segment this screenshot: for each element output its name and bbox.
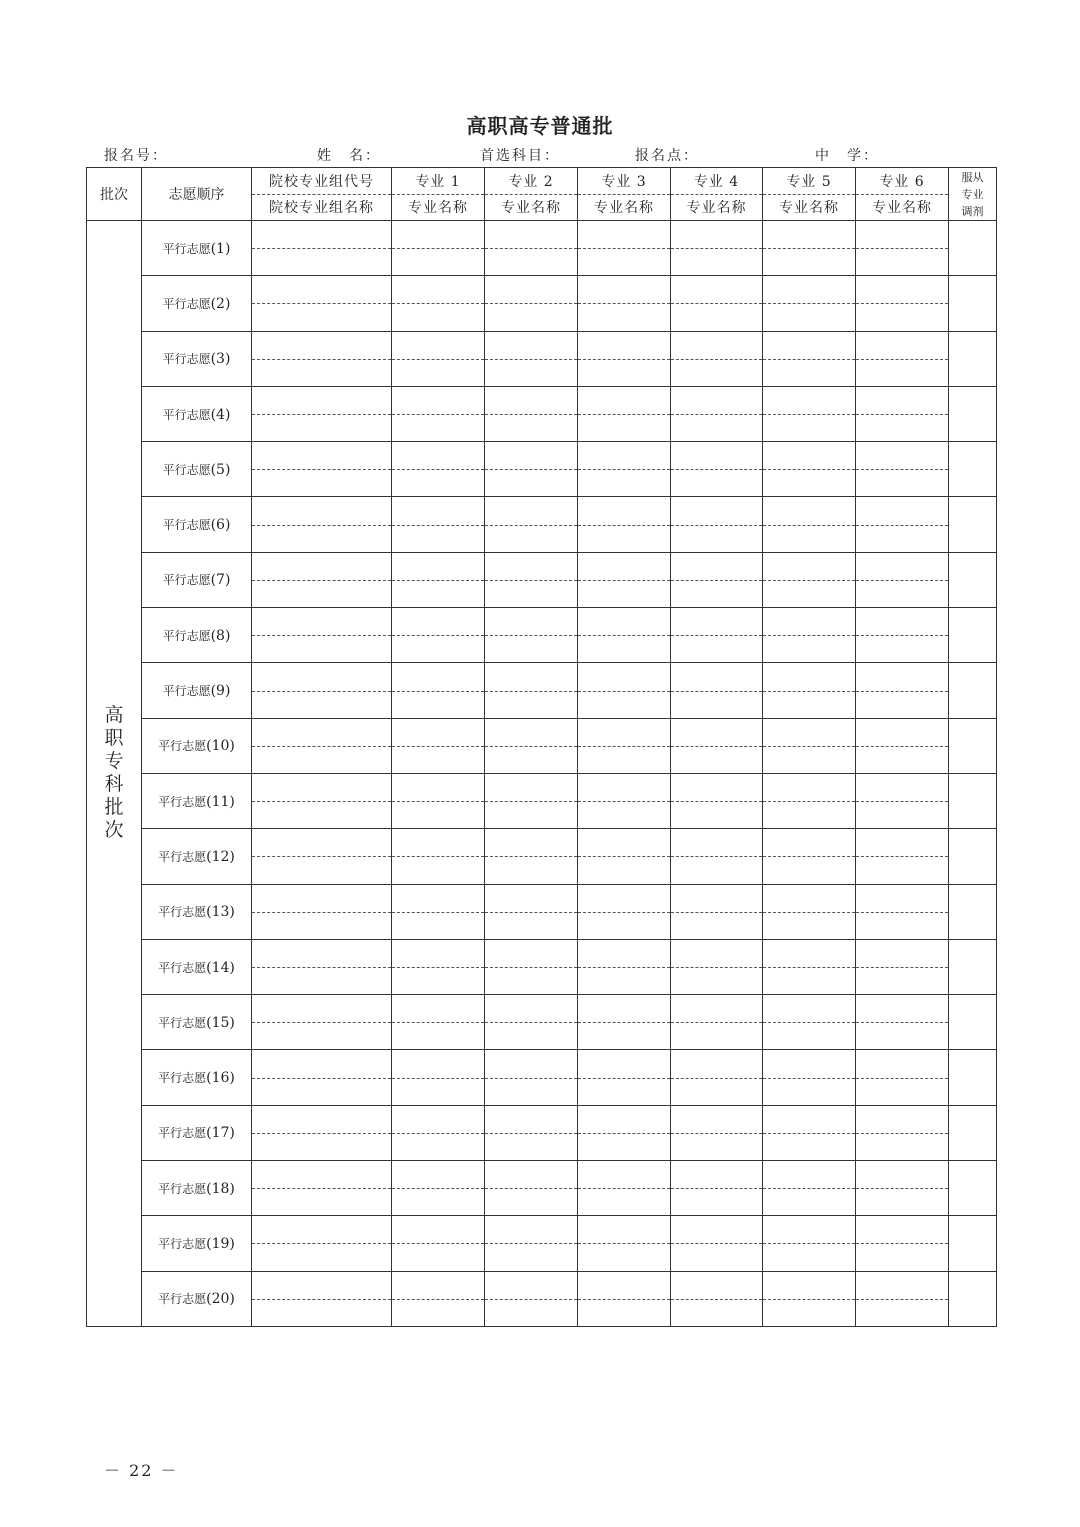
order-cell <box>142 1271 252 1326</box>
order-number: (5) <box>210 461 231 478</box>
major-4-cell[interactable] <box>671 939 763 994</box>
group-entry-cell[interactable] <box>252 773 392 828</box>
major-5-cell[interactable] <box>763 386 856 441</box>
group-entry-cell[interactable] <box>252 386 392 441</box>
adjust-cell[interactable] <box>949 773 997 828</box>
table-row <box>87 663 997 718</box>
table-row <box>87 829 997 884</box>
major-1-cell[interactable] <box>392 663 485 718</box>
major-1-cell[interactable] <box>392 718 485 773</box>
major-3-cell[interactable] <box>578 442 671 497</box>
table-row <box>87 331 997 386</box>
major-4-cell[interactable] <box>671 718 763 773</box>
major-3-cell[interactable] <box>578 995 671 1050</box>
major-2-cell[interactable] <box>485 1216 578 1271</box>
table-row <box>87 497 997 552</box>
batch-label-char: 职 <box>104 727 124 750</box>
order-label: 平行志愿 <box>162 241 211 256</box>
order-number: (20) <box>206 1291 235 1308</box>
major-3-header <box>578 168 671 221</box>
order-cell <box>142 552 252 607</box>
major-5-cell[interactable] <box>763 1050 856 1105</box>
major-5-cell[interactable] <box>763 718 856 773</box>
major-2-cell[interactable] <box>485 386 578 441</box>
major-3-cell[interactable] <box>578 663 671 718</box>
major-2-cell[interactable] <box>485 663 578 718</box>
major-2-cell[interactable] <box>485 718 578 773</box>
major-4-cell[interactable] <box>671 1105 763 1160</box>
major-3-cell[interactable] <box>578 221 671 276</box>
adjust-cell[interactable] <box>949 386 997 441</box>
order-header: 志愿顺序 <box>142 168 252 221</box>
order-label: 平行志愿 <box>158 1236 207 1251</box>
adjust-cell[interactable] <box>949 552 997 607</box>
major-4-cell[interactable] <box>671 386 763 441</box>
major-1-cell[interactable] <box>392 884 485 939</box>
major-5-cell[interactable] <box>763 773 856 828</box>
major-1-cell[interactable] <box>392 608 485 663</box>
group-entry-cell[interactable] <box>252 608 392 663</box>
order-label: 平行志愿 <box>162 407 211 422</box>
adjust-cell[interactable] <box>949 276 997 331</box>
table-row <box>87 386 997 441</box>
major-2-cell[interactable] <box>485 1050 578 1105</box>
major-3-cell[interactable] <box>578 773 671 828</box>
major-2-cell[interactable] <box>485 221 578 276</box>
table-row <box>87 773 997 828</box>
adjust-cell[interactable] <box>949 995 997 1050</box>
table-row <box>87 221 997 276</box>
major-6-cell[interactable] <box>856 718 949 773</box>
major-2-cell[interactable] <box>485 1161 578 1216</box>
major-6-cell[interactable] <box>856 995 949 1050</box>
major-6-cell[interactable] <box>856 1161 949 1216</box>
adjust-cell[interactable] <box>949 442 997 497</box>
table-row <box>87 1105 997 1160</box>
major-6-cell[interactable] <box>856 221 949 276</box>
major-4-cell[interactable] <box>671 442 763 497</box>
group-entry-cell[interactable] <box>252 829 392 884</box>
group-entry-cell[interactable] <box>252 497 392 552</box>
major-1-cell[interactable] <box>392 939 485 994</box>
major-6-cell[interactable] <box>856 1216 949 1271</box>
group-entry-cell[interactable] <box>252 442 392 497</box>
order-cell <box>142 829 252 884</box>
batch-label-cell <box>87 221 142 1327</box>
major-4-cell[interactable] <box>671 497 763 552</box>
major-6-label: 专业 6 <box>856 168 948 195</box>
order-label: 平行志愿 <box>158 960 207 975</box>
major-3-cell[interactable] <box>578 884 671 939</box>
major-1-cell[interactable] <box>392 386 485 441</box>
page-number: － 22 － <box>104 1461 179 1480</box>
major-2-cell[interactable] <box>485 773 578 828</box>
major-2-cell[interactable] <box>485 884 578 939</box>
major-5-cell[interactable] <box>763 939 856 994</box>
major-5-cell[interactable] <box>763 1105 856 1160</box>
major-5-label: 专业 5 <box>763 168 855 195</box>
major-3-cell[interactable] <box>578 829 671 884</box>
group-entry-cell[interactable] <box>252 552 392 607</box>
batch-label-char: 专 <box>104 750 124 773</box>
major-5-cell[interactable] <box>763 1161 856 1216</box>
application-form-table <box>86 167 997 1327</box>
major-2-cell[interactable] <box>485 552 578 607</box>
major-5-cell[interactable] <box>763 1271 856 1326</box>
major-1-header <box>392 168 485 221</box>
batch-label-char: 批 <box>104 796 124 819</box>
major-1-cell[interactable] <box>392 1105 485 1160</box>
major-1-cell[interactable] <box>392 331 485 386</box>
order-cell <box>142 386 252 441</box>
order-label: 平行志愿 <box>158 1015 207 1030</box>
table-row <box>87 995 997 1050</box>
major-5-cell[interactable] <box>763 884 856 939</box>
reg-no-field[interactable]: 报名号： <box>104 148 168 164</box>
group-name-header: 院校专业组名称 <box>269 200 374 217</box>
table-row <box>87 608 997 663</box>
order-cell <box>142 884 252 939</box>
order-number: (18) <box>206 1180 235 1197</box>
major-4-cell[interactable] <box>671 1161 763 1216</box>
adjust-cell[interactable] <box>949 718 997 773</box>
table-row <box>87 276 997 331</box>
major-3-label: 专业 3 <box>578 168 670 195</box>
order-label: 平行志愿 <box>162 684 211 699</box>
adjust-cell[interactable] <box>949 221 997 276</box>
order-label: 平行志愿 <box>158 905 207 920</box>
major-6-cell[interactable] <box>856 773 949 828</box>
major-5-cell[interactable] <box>763 331 856 386</box>
adjust-cell[interactable] <box>949 1161 997 1216</box>
group-entry-cell[interactable] <box>252 1050 392 1105</box>
group-entry-cell[interactable] <box>252 1271 392 1326</box>
major-4-cell[interactable] <box>671 552 763 607</box>
order-number: (8) <box>210 627 231 644</box>
first-subject-field[interactable]: 首选科目： <box>480 148 560 164</box>
order-label: 平行志愿 <box>158 739 207 754</box>
major-6-cell[interactable] <box>856 608 949 663</box>
batch-label-char: 科 <box>104 773 124 796</box>
adjust-header <box>949 168 997 221</box>
order-number: (19) <box>206 1235 235 1252</box>
major-6-header <box>856 168 949 221</box>
order-label: 平行志愿 <box>158 1181 207 1196</box>
group-header <box>252 168 392 221</box>
major-1-cell[interactable] <box>392 1271 485 1326</box>
major-4-cell[interactable] <box>671 221 763 276</box>
order-cell <box>142 663 252 718</box>
order-label: 平行志愿 <box>162 296 211 311</box>
major-6-cell[interactable] <box>856 552 949 607</box>
major-3-cell[interactable] <box>578 1271 671 1326</box>
order-label: 平行志愿 <box>158 849 207 864</box>
group-entry-cell[interactable] <box>252 939 392 994</box>
major-6-cell[interactable] <box>856 442 949 497</box>
page-title: 高职高专普通批 <box>466 114 614 138</box>
major-5-cell[interactable] <box>763 497 856 552</box>
major-2-cell[interactable] <box>485 1271 578 1326</box>
order-cell <box>142 608 252 663</box>
major-6-cell[interactable] <box>856 276 949 331</box>
order-cell <box>142 442 252 497</box>
table-row <box>87 1216 997 1271</box>
major-1-cell[interactable] <box>392 829 485 884</box>
major-1-cell[interactable] <box>392 497 485 552</box>
major-4-cell[interactable] <box>671 663 763 718</box>
major-5-cell[interactable] <box>763 995 856 1050</box>
adjust-cell[interactable] <box>949 331 997 386</box>
batch-label-char: 高 <box>104 704 124 727</box>
order-label: 平行志愿 <box>158 1126 207 1141</box>
major-1-cell[interactable] <box>392 221 485 276</box>
order-cell <box>142 939 252 994</box>
order-cell <box>142 718 252 773</box>
major-1-name-label: 专业名称 <box>408 200 468 217</box>
order-number: (14) <box>206 959 235 976</box>
adjust-cell[interactable] <box>949 829 997 884</box>
major-4-cell[interactable] <box>671 608 763 663</box>
major-1-cell[interactable] <box>392 1216 485 1271</box>
group-entry-cell[interactable] <box>252 663 392 718</box>
major-6-cell[interactable] <box>856 663 949 718</box>
major-4-cell[interactable] <box>671 884 763 939</box>
order-cell <box>142 276 252 331</box>
group-entry-cell[interactable] <box>252 884 392 939</box>
order-label: 平行志愿 <box>158 1071 207 1086</box>
order-number: (2) <box>210 295 231 312</box>
order-number: (6) <box>210 517 231 534</box>
major-6-name-label: 专业名称 <box>872 200 932 217</box>
major-5-cell[interactable] <box>763 663 856 718</box>
major-6-cell[interactable] <box>856 386 949 441</box>
group-entry-cell[interactable] <box>252 1161 392 1216</box>
major-1-cell[interactable] <box>392 552 485 607</box>
group-entry-cell[interactable] <box>252 221 392 276</box>
order-cell <box>142 1105 252 1160</box>
reg-site-field[interactable]: 报名点： <box>635 148 699 164</box>
group-entry-cell[interactable] <box>252 331 392 386</box>
order-label: 平行志愿 <box>162 628 211 643</box>
order-number: (11) <box>206 793 235 810</box>
major-3-cell[interactable] <box>578 552 671 607</box>
major-1-cell[interactable] <box>392 442 485 497</box>
major-4-header <box>671 168 763 221</box>
table-row <box>87 1050 997 1105</box>
order-number: (16) <box>206 1070 235 1087</box>
major-6-cell[interactable] <box>856 1050 949 1105</box>
order-label: 平行志愿 <box>162 352 211 367</box>
major-2-label: 专业 2 <box>485 168 577 195</box>
major-6-cell[interactable] <box>856 331 949 386</box>
major-5-cell[interactable] <box>763 608 856 663</box>
major-2-cell[interactable] <box>485 1105 578 1160</box>
group-entry-cell[interactable] <box>252 1216 392 1271</box>
major-2-name-label: 专业名称 <box>501 200 561 217</box>
order-label: 平行志愿 <box>162 518 211 533</box>
major-4-cell[interactable] <box>671 276 763 331</box>
major-5-cell[interactable] <box>763 1216 856 1271</box>
major-6-cell[interactable] <box>856 1105 949 1160</box>
major-3-cell[interactable] <box>578 718 671 773</box>
major-5-cell[interactable] <box>763 829 856 884</box>
major-5-cell[interactable] <box>763 221 856 276</box>
school-field[interactable]: 中 学： <box>815 148 879 164</box>
major-3-cell[interactable] <box>578 276 671 331</box>
info-line <box>0 145 1080 165</box>
adjust-line-3: 调剂 <box>961 204 984 218</box>
major-3-cell[interactable] <box>578 331 671 386</box>
major-2-cell[interactable] <box>485 276 578 331</box>
major-2-cell[interactable] <box>485 608 578 663</box>
table-row <box>87 1271 997 1326</box>
group-entry-cell[interactable] <box>252 276 392 331</box>
order-number: (10) <box>206 738 235 755</box>
adjust-cell[interactable] <box>949 608 997 663</box>
major-1-cell[interactable] <box>392 1161 485 1216</box>
order-number: (4) <box>210 406 231 423</box>
order-number: (9) <box>210 683 231 700</box>
order-cell <box>142 331 252 386</box>
major-2-header <box>485 168 578 221</box>
major-5-header <box>763 168 856 221</box>
major-2-cell[interactable] <box>485 829 578 884</box>
order-label: 平行志愿 <box>158 1292 207 1307</box>
adjust-cell[interactable] <box>949 1105 997 1160</box>
major-4-cell[interactable] <box>671 829 763 884</box>
order-label: 平行志愿 <box>162 573 211 588</box>
table-row <box>87 1161 997 1216</box>
order-number: (12) <box>206 848 235 865</box>
major-2-cell[interactable] <box>485 497 578 552</box>
order-number: (17) <box>206 1125 235 1142</box>
table-row <box>87 939 997 994</box>
major-3-cell[interactable] <box>578 1105 671 1160</box>
major-4-cell[interactable] <box>671 1050 763 1105</box>
adjust-cell[interactable] <box>949 939 997 994</box>
major-3-cell[interactable] <box>578 1216 671 1271</box>
table-row <box>87 884 997 939</box>
adjust-cell[interactable] <box>949 497 997 552</box>
major-1-cell[interactable] <box>392 773 485 828</box>
group-entry-cell[interactable] <box>252 718 392 773</box>
major-3-cell[interactable] <box>578 1161 671 1216</box>
major-2-cell[interactable] <box>485 939 578 994</box>
major-3-cell[interactable] <box>578 386 671 441</box>
name-field[interactable]: 姓 名： <box>317 148 381 164</box>
batch-header: 批次 <box>87 168 142 221</box>
major-6-cell[interactable] <box>856 884 949 939</box>
order-label: 平行志愿 <box>162 462 211 477</box>
table-row <box>87 552 997 607</box>
major-3-cell[interactable] <box>578 497 671 552</box>
major-5-cell[interactable] <box>763 442 856 497</box>
order-number: (1) <box>210 240 231 257</box>
major-4-name-label: 专业名称 <box>686 200 747 217</box>
order-label: 平行志愿 <box>158 794 207 809</box>
adjust-cell[interactable] <box>949 1050 997 1105</box>
group-entry-cell[interactable] <box>252 1105 392 1160</box>
rows-body <box>87 221 997 1327</box>
order-cell <box>142 1216 252 1271</box>
major-4-cell[interactable] <box>671 1216 763 1271</box>
adjust-cell[interactable] <box>949 884 997 939</box>
order-number: (7) <box>210 572 231 589</box>
order-cell <box>142 1050 252 1105</box>
table-row <box>87 442 997 497</box>
major-6-cell[interactable] <box>856 829 949 884</box>
major-4-cell[interactable] <box>671 1271 763 1326</box>
order-cell <box>142 1161 252 1216</box>
table-row <box>87 718 997 773</box>
major-1-cell[interactable] <box>392 1050 485 1105</box>
major-4-cell[interactable] <box>671 773 763 828</box>
major-6-cell[interactable] <box>856 939 949 994</box>
order-cell <box>142 497 252 552</box>
order-cell <box>142 221 252 276</box>
order-number: (15) <box>206 1014 235 1031</box>
major-6-cell[interactable] <box>856 497 949 552</box>
major-3-cell[interactable] <box>578 939 671 994</box>
major-2-cell[interactable] <box>485 995 578 1050</box>
major-4-label: 专业 4 <box>671 168 762 195</box>
adjust-cell[interactable] <box>949 1216 997 1271</box>
adjust-line-1: 服从 <box>961 170 984 184</box>
major-4-cell[interactable] <box>671 995 763 1050</box>
order-number: (13) <box>206 904 235 921</box>
group-entry-cell[interactable] <box>252 995 392 1050</box>
order-cell <box>142 995 252 1050</box>
batch-label-char: 次 <box>104 819 124 842</box>
major-3-name-label: 专业名称 <box>594 200 654 217</box>
adjust-cell[interactable] <box>949 663 997 718</box>
major-1-label: 专业 1 <box>392 168 484 195</box>
major-2-cell[interactable] <box>485 442 578 497</box>
major-4-cell[interactable] <box>671 331 763 386</box>
order-cell <box>142 773 252 828</box>
major-5-name-label: 专业名称 <box>779 200 839 217</box>
adjust-line-2: 专业 <box>961 187 984 201</box>
group-code-header: 院校专业组代号 <box>252 168 391 195</box>
adjust-cell[interactable] <box>949 1271 997 1326</box>
major-1-cell[interactable] <box>392 995 485 1050</box>
major-6-cell[interactable] <box>856 1271 949 1326</box>
major-5-cell[interactable] <box>763 276 856 331</box>
major-1-cell[interactable] <box>392 276 485 331</box>
major-3-cell[interactable] <box>578 1050 671 1105</box>
order-number: (3) <box>210 351 231 368</box>
major-3-cell[interactable] <box>578 608 671 663</box>
major-5-cell[interactable] <box>763 552 856 607</box>
major-2-cell[interactable] <box>485 331 578 386</box>
